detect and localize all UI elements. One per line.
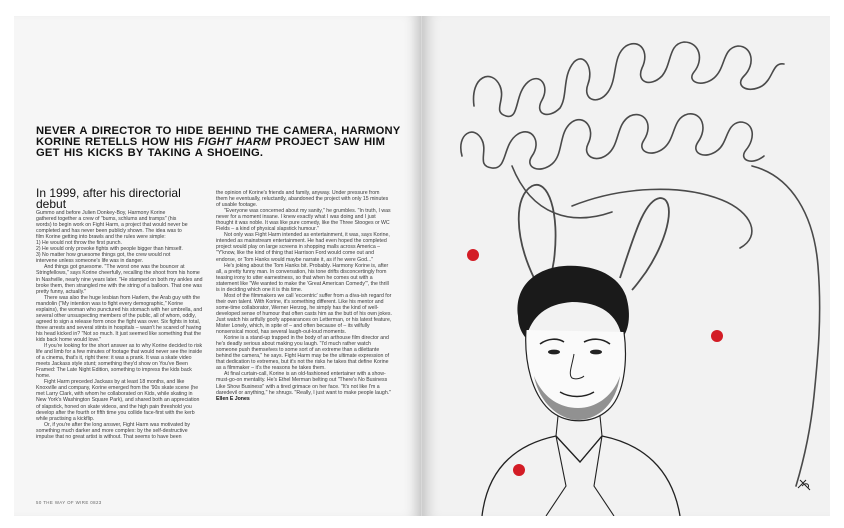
right-ear (620, 198, 669, 290)
intro-line: completed and has never been publicly shown. The idea was to (36, 228, 182, 235)
intro-line: intervene unless someone's life was in danger. (36, 258, 144, 265)
intro-line: 2) He would only provoke fights with people bigger than himself. (36, 246, 183, 253)
wire-letter-arch-bottom (461, 114, 764, 169)
shirt-collar (556, 436, 602, 462)
headline (36, 126, 404, 159)
headline-part-1: NEVER A DIRECTOR TO HIDE BEHIND THE CAMERA, HARMONY KORINE RETELLS HOW HIS (36, 125, 401, 148)
portrait-drawing (482, 266, 680, 516)
left-eye (548, 350, 560, 355)
article-column-1 (36, 188, 204, 440)
paragraph: "Everyone was concerned about my sanity," he grumbles. "In truth, I was never for a moment insane. I knew exactly what I was doing and I just thought it was noble. It was like pure comedy, like the Three Stooges or WC Fields – a kind of physical slapstick humour." (216, 208, 391, 233)
paragraph: There was also the huge lesbian from Harlem, the Arab guy with the mandolin ("My intention was to fight every demographic," Korine explains), the woman who punctured his stomach with her umbrella, and several other unsuspecting members of the public, all of whom, oddly, agreed to sign a release form once the fight was over. Six fights in total, three arrests and several stints in hospitals – wasn't he scared of having his head kicked in? "Not so much. It just seemed like something that the kids back home would love." (36, 294, 203, 343)
paragraph: If you're looking for the short answer as to why Korine decided to risk life and limb for a few minutes of footage that would never see the inside of a cinema, that's it, right there: it was a prank. It was a skate video meets Jackass style stunt; something they'd show on You've Been Framed: The Late Night Edition, something to impress the kids back home. (36, 343, 203, 380)
intro-line: Gummo and before Julien Donkey-Boy, Harmony Korine (36, 210, 166, 216)
wire-lettering (461, 42, 820, 486)
page-folio: 50 THE WAY OF WIRE 0823 (36, 500, 102, 505)
wire-trail (512, 166, 612, 218)
artist-signature (798, 480, 810, 490)
paragraph: Not only was Fight Harm intended as entertainment, it was, says Korine, intended as mainstream entertainment. He had even hoped the completed project would play on large screens in shopping malls across America – "Y'know, like the kind of thing that Harrison Ford would come out and endorse, or Tom Hanks would maybe narrate it, as if he were God..." (216, 232, 390, 263)
paragraph: the opinion of Korine's friends and family, anyway. Under pressure from them he eventually, reluctantly, abandoned the project with only 15 minutes of usable footage. (216, 190, 389, 209)
jacket-lapel-left (546, 436, 566, 516)
wire-portrait-illustration (422, 16, 830, 516)
intro-line: film Korine getting into brawls and the rules were simple: (36, 234, 166, 241)
paragraph: Or, if you're after the long answer, Fight Harm was motivated by something much darker and more complex: by the self-destructive impulse that no great artist is without. That seems to have been (36, 421, 191, 440)
intro-lead: In 1999, after his directorial debut (36, 186, 181, 211)
wire-lasso (752, 166, 820, 486)
paragraph: Most of the filmmakers we call 'eccentric' suffer from a diva-ish regard for their own talent. With Korine, it's something different. Like his mentor and some-time collaborator, Werner Herzog, he simply has the kind of well-developed sense of humour that often casts him as the butt of his own jokes. Just watch his artfully goofy appearances on Letterman, or his latest feature, Mister Lonely, which, in spite of – and often because of – its wilfully nonsensical mood, has several laugh-out-loud moments. (216, 292, 392, 336)
intro-line: gathered together a crew of "bums, schlums and tramps" (his (36, 216, 177, 223)
intro-line: 3) No matter how gruesome things got, the crew would not (36, 252, 171, 259)
byline: Ellen E Jones (216, 395, 250, 402)
headline-part-2: PROJECT SAW HIM GET HIS KICKS BY TAKING A SHOEING. (36, 136, 386, 159)
jacket-lapel-right (594, 436, 614, 516)
wire-letter-arch-top (474, 42, 784, 116)
red-dot (711, 330, 723, 342)
headline-film-title: FIGHT HARM (197, 136, 271, 148)
paragraph: And things got gruesome. "The worst one was the bouncer at Stringfellows," says Korine cheerfully, recalling the shoot from his home in Nashville, nearly nine years later. "He stamped on both my ankles and broke them, then strangled me with the string of a balloon. That one was pretty funny, actually." (36, 264, 203, 295)
red-dot (467, 249, 479, 261)
right-eye (590, 350, 602, 355)
intro-line: words) to begin work on Fight Harm, a project that would never be (36, 222, 188, 229)
article-column-2 (216, 190, 392, 402)
paragraph: At final curtain-call, Korine is an old-fashioned entertainer with a show-must-go-on mentality. He's Ethel Merman belting out "There's No Business Like Show Business" with a tired grimace on her face. "It's not like I'm a daredevil or anything," he shrugs. "Really, I just want to make people laugh." (216, 371, 391, 396)
paragraph: Korine is a stand-up trapped in the body of an arthouse film director and he's deadly serious about making you laugh. "I'd much rather watch someone push themselves to some sort of an extreme than a dilettante behind the camera," he says. Fight Harm may be the ultimate expression of that dedication to extremes, but it's not the risks he takes that define Korine as a filmmaker – it's the reasons he takes them. (216, 335, 390, 372)
hair (518, 266, 629, 338)
jacket (482, 436, 680, 516)
right-page-illustration (422, 16, 830, 516)
paragraph: He's joking about the Tom Hanks bit. Probably. Harmony Korine is, after all, a pretty funny man. In conversation, his tone drifts disconcertingly from teasing irony to utter earnestness, so that when he comes out with a statement like "We wanted to make the 'Great American Comedy'", the thrill is in deciding which one it is this time. (216, 262, 389, 293)
paragraph: Fight Harm preceded Jackass by at least 18 months, and like Knoxville and company, Korine emerged from the '90s skate scene (he met Larry Clark, with whom he collaborated on Kids, while skating in New York's Washington Square Park), and shared both an appreciation of slapstick, honed on skate videos, and the high pain threshold you develop after the fourth or fifth time you collide face-first with the kerb while practising a kickflip. (36, 379, 200, 422)
intro-line: 1) He would not throw the first punch. (36, 240, 122, 247)
red-dot (513, 464, 525, 476)
